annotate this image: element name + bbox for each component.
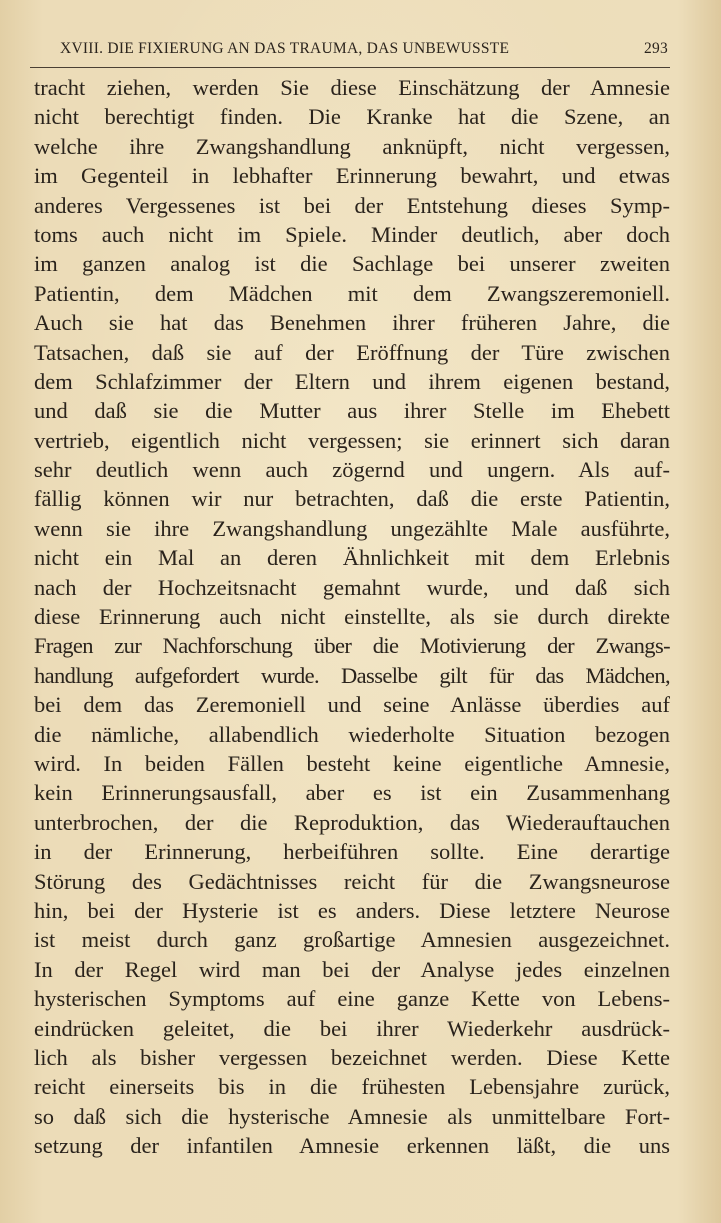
text-line: unterbrochen, der die Reproduktion, das Wiederauftauchen bbox=[34, 809, 670, 835]
text-line: setzung der infantilen Amnesie erkennen läßt, die uns bbox=[34, 1133, 670, 1159]
body-text bbox=[34, 73, 670, 1160]
text-line: wenn sie ihre Zwangshandlung ungezählte Male ausführte, bbox=[34, 515, 670, 541]
text-line: so daß sich die hysterische Amnesie als unmittelbare Fort- bbox=[34, 1103, 670, 1129]
text-line: Fragen zur Nachforschung über die Motivierung der Zwangs- bbox=[34, 633, 670, 659]
text-line: kein Erinnerungsausfall, aber es ist ein Zusammenhang bbox=[34, 780, 670, 806]
text-line: bei dem das Zeremoniell und seine Anlässe überdies auf bbox=[34, 692, 670, 718]
text-line: eindrücken geleitet, die bei ihrer Wiederkehr ausdrück- bbox=[34, 1015, 670, 1041]
text-line: ist meist durch ganz großartige Amnesien ausgezeichnet. bbox=[34, 927, 670, 953]
text-line: reicht einerseits bis in die frühesten Lebensjahre zurück, bbox=[34, 1074, 670, 1100]
text-line: dem Schlafzimmer der Eltern und ihrem eigenen bestand, bbox=[34, 368, 670, 394]
text-line: nicht ein Mal an deren Ähnlichkeit mit dem Erlebnis bbox=[34, 545, 670, 571]
text-line: wird. In beiden Fällen besteht keine eigentliche Amnesie, bbox=[34, 750, 670, 776]
text-line: die nämliche, allabendlich wiederholte Situation bezogen bbox=[34, 721, 670, 747]
text-line: fällig können wir nur betrachten, daß die erste Patientin, bbox=[34, 486, 670, 512]
text-line: in der Erinnerung, herbeiführen sollte. Eine derartige bbox=[34, 839, 670, 865]
text-line: im Gegenteil in lebhafter Erinnerung bewahrt, und etwas bbox=[34, 163, 670, 189]
text-line: und daß sie die Mutter aus ihrer Stelle im Ehebett bbox=[34, 398, 670, 424]
text-line: lich als bisher vergessen bezeichnet werden. Diese Kette bbox=[34, 1044, 670, 1070]
text-line: In der Regel wird man bei der Analyse jedes einzelnen bbox=[34, 956, 670, 982]
text-line: Störung des Gedächtnisses reicht für die Zwangsneurose bbox=[34, 868, 670, 894]
text-line: anderes Vergessenes ist bei der Entstehung dieses Symp- bbox=[34, 192, 670, 218]
text-line: im ganzen analog ist die Sachlage bei unserer zweiten bbox=[34, 251, 670, 277]
text-line: handlung aufgefordert wurde. Dasselbe gilt für das Mädchen, bbox=[34, 662, 670, 688]
text-line: welche ihre Zwangshandlung anknüpft, nicht vergessen, bbox=[34, 133, 670, 159]
chapter-title: XVIII. DIE FIXIERUNG AN DAS TRAUMA, DAS UNBEWUSSTE bbox=[60, 40, 510, 57]
text-line: nach der Hochzeitsnacht gemahnt wurde, und daß sich bbox=[34, 574, 670, 600]
text-line: diese Erinnerung auch nicht einstellte, als sie durch direkte bbox=[34, 604, 670, 630]
text-line: hin, bei der Hysterie ist es anders. Diese letztere Neurose bbox=[34, 897, 670, 923]
text-line: toms auch nicht im Spiele. Minder deutlich, aber doch bbox=[34, 221, 670, 247]
header-rule bbox=[30, 67, 670, 68]
text-line: Patientin, dem Mädchen mit dem Zwangszeremoniell. bbox=[34, 280, 670, 306]
text-line: tracht ziehen, werden Sie diese Einschätzung der Amnesie bbox=[34, 75, 670, 100]
running-header bbox=[60, 40, 668, 58]
text-line: Tatsachen, daß sie auf der Eröffnung der Türe zwischen bbox=[34, 339, 670, 365]
text-line: Auch sie hat das Benehmen ihrer früheren Jahre, die bbox=[34, 310, 670, 336]
text-line: vertrieb, eigentlich nicht vergessen; sie erinnert sich daran bbox=[34, 427, 670, 453]
text-line: sehr deutlich wenn auch zögernd und ungern. Als auf- bbox=[34, 457, 670, 483]
text-line: hysterischen Symptoms auf eine ganze Kette von Lebens- bbox=[34, 986, 670, 1012]
text-line: nicht berechtigt finden. Die Kranke hat die Szene, an bbox=[34, 104, 670, 130]
page-number: 293 bbox=[644, 40, 668, 57]
